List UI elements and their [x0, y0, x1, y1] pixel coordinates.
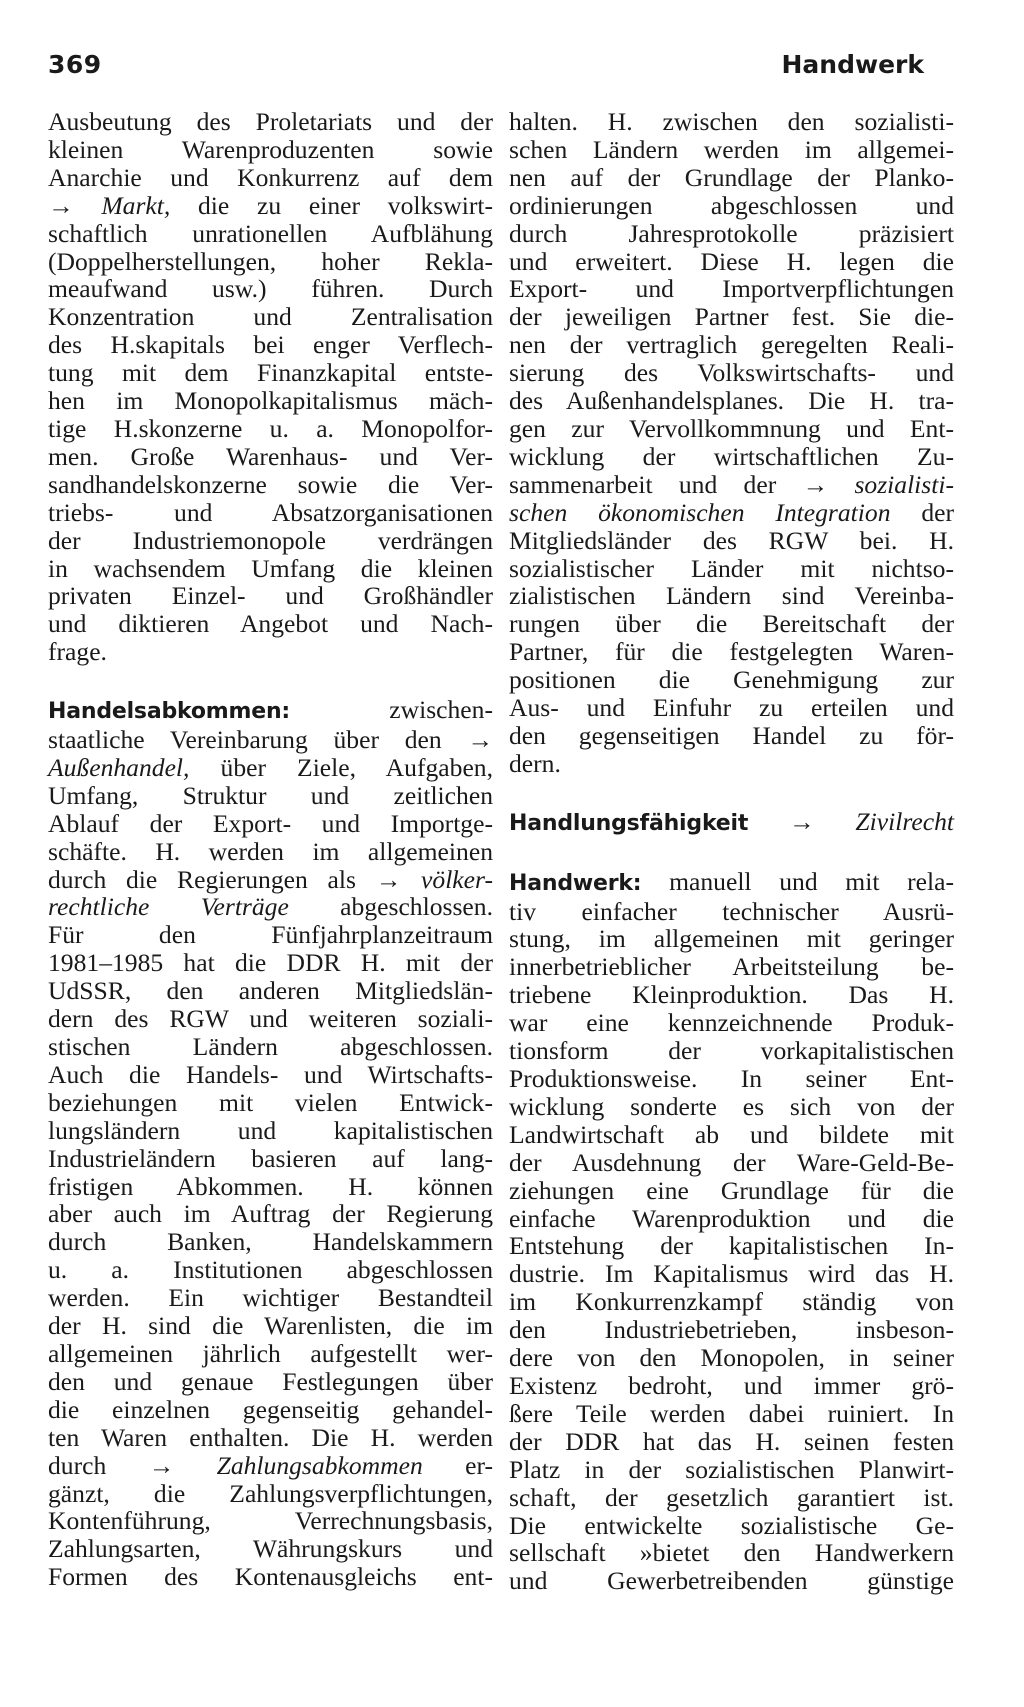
text-fragment: abgeschlossen.: [288, 892, 493, 922]
cross-ref-voelkerrecht[interactable]: völker-: [401, 864, 493, 894]
text-fragment: er-: [422, 1450, 494, 1480]
entry-handwerk: [509, 868, 954, 1596]
text-line: im Konkurrenzkampf ständig von: [509, 1287, 954, 1317]
text-line: Formen des Kontenausgleichs ent-: [48, 1562, 493, 1592]
text-line: und erweitert. Diese H. legen die: [509, 246, 954, 276]
text-line: rungen über die Bereitschaft der: [509, 609, 954, 639]
text-line: ten Waren enthalten. Die H. werden: [48, 1422, 493, 1452]
text-line: der DDR hat das H. seinen festen: [509, 1426, 954, 1456]
text-line: dern des RGW und weiteren soziali-: [48, 1004, 493, 1034]
text-line: des H.skapitals bei enger Verflech-: [48, 330, 493, 360]
text-line: Export- und Importverpflichtungen: [509, 274, 954, 304]
text-line: Aus- und Einfuhr zu erteilen und: [509, 693, 954, 723]
text-line: kleinen Warenproduzenten sowie: [48, 134, 493, 164]
text-line: einfache Warenproduktion und die: [509, 1203, 954, 1233]
text-line: tiv einfacher technischer Ausrü-: [509, 896, 954, 926]
entry-headword: Handwerk:: [509, 870, 642, 896]
text-line: der H. sind die Warenlisten, die im: [48, 1311, 493, 1341]
text-fragment: manuell und mit rela-: [641, 866, 954, 896]
text-line: Zahlungsarten, Währungskurs und: [48, 1534, 493, 1564]
text-line: ordinierungen abgeschlossen und: [509, 190, 954, 220]
cross-ref-sozialistische-integration[interactable]: sozialisti-: [828, 469, 954, 499]
text-line: fristigen Abkommen. H. können: [48, 1171, 493, 1201]
text-line: positionen die Genehmigung zur: [509, 665, 954, 695]
text-line: zialistischen Ländern sind Vereinba-: [509, 581, 954, 611]
text-line: die einzelnen gegenseitig gehandel-: [48, 1394, 493, 1424]
text-line: Auch die Handels- und Wirtschafts-: [48, 1059, 493, 1089]
text-line: der jeweiligen Partner fest. Sie die-: [509, 302, 954, 332]
text-line: durch Banken, Handelskammern: [48, 1227, 493, 1257]
text-line: halten. H. zwischen den sozialisti-: [509, 107, 954, 136]
text-line: Produktionsweise. In seiner Ent-: [509, 1064, 954, 1093]
cross-ref-aussenhandel[interactable]: Außenhandel,: [48, 752, 190, 782]
text-line: beziehungen mit vielen Entwick-: [48, 1087, 493, 1117]
page-number: 369: [48, 50, 102, 79]
text-line: sellschaft »bietet den Handwerkern: [509, 1538, 954, 1568]
text-line: UdSSR, den anderen Mitgliedslän-: [48, 976, 493, 1006]
text-line: ßere Teile werden dabei ruiniert. In: [509, 1398, 954, 1428]
text-line: [48, 192, 493, 220]
text-fragment: der: [890, 497, 954, 527]
text-line: triebene Kleinproduktion. Das H.: [509, 980, 954, 1010]
text-line: Landwirtschaft ab und bildete mit: [509, 1119, 954, 1149]
text-line: durch Jahresprotokolle präzisiert: [509, 218, 954, 248]
text-line: lungsländern und kapitalistischen: [48, 1115, 493, 1145]
text-line: [48, 696, 493, 726]
text-line: Entstehung der kapitalistischen In-: [509, 1231, 954, 1261]
text-line: schen Ländern werden im allgemei-: [509, 134, 954, 164]
text-line: der Industriemonopole verdrängen: [48, 525, 493, 555]
text-line: frage.: [48, 637, 107, 667]
right-column: [509, 108, 954, 1595]
text-line: Platz in der sozialistischen Planwirt-: [509, 1454, 954, 1484]
cross-ref-arrow: →: [375, 864, 402, 894]
text-line: den Industriebetrieben, insbeson-: [509, 1315, 954, 1345]
text-line: u. a. Institutionen abgeschlossen: [48, 1255, 493, 1285]
text-line: Konzentration und Zentralisation: [48, 302, 493, 332]
text-line: den und genaue Festlegungen über: [48, 1366, 493, 1396]
text-line: ziehungen eine Grundlage für die: [509, 1175, 954, 1205]
text-line: wicklung sonderte es sich von der: [509, 1091, 954, 1121]
text-line: Anarchie und Konkurrenz auf dem: [48, 162, 493, 192]
text-fragment: über Ziele, Aufgaben,: [189, 752, 493, 782]
entry-handelsabkommen: [48, 696, 493, 1591]
text-line: [509, 868, 954, 898]
text-line: nen auf der Grundlage der Planko-: [509, 162, 954, 192]
text-fragment: durch die Regierungen als: [48, 864, 376, 894]
text-line: (Doppelherstellungen, hoher Rekla-: [48, 246, 493, 276]
text-line: Industrieländern basieren auf lang-: [48, 1143, 493, 1173]
entry-handlungsfaehigkeit: [509, 808, 954, 838]
text-line: Kontenführung, Verrechnungsbasis,: [48, 1506, 493, 1536]
entry-handelsabkommen-continuation: [509, 108, 954, 778]
text-line: und Gewerbetreibenden günstige: [509, 1566, 954, 1596]
text-line: dere von den Monopolen, in seiner: [509, 1343, 954, 1373]
text-line: dern.: [509, 748, 561, 778]
text-line: [48, 893, 493, 921]
entry-headword: Handelsabkommen:: [48, 699, 291, 725]
text-line: [509, 471, 954, 499]
text-line: der Ausdehnung der Ware-Geld-Be-: [509, 1147, 954, 1177]
text-line: tionsform der vorkapitalistischen: [509, 1036, 954, 1066]
text-line: tige H.skonzerne u. a. Monopolfor-: [48, 413, 493, 443]
text-line: Umfang, Struktur und zeitlichen: [48, 780, 493, 810]
cross-ref-arrow: →: [467, 725, 493, 755]
text-line: allgemeinen jährlich aufgestellt wer-: [48, 1338, 493, 1368]
text-line: aber auch im Auftrag der Regierung: [48, 1199, 493, 1229]
text-line: [48, 866, 493, 894]
text-fragment: durch: [48, 1450, 149, 1480]
text-line: schäfte. H. werden im allgemeinen: [48, 836, 493, 866]
text-line: [48, 1452, 493, 1480]
entry-handel-continuation: [48, 108, 493, 666]
text-line: war eine kennzeichnende Produk-: [509, 1008, 954, 1038]
text-fragment: die zu einer volkswirt-: [170, 190, 493, 220]
text-line: 1981–1985 hat die DDR H. mit der: [48, 948, 493, 978]
cross-ref-arrow: →: [148, 1450, 175, 1480]
text-line: werden. Ein wichtiger Bestandteil: [48, 1283, 493, 1313]
cross-ref-markt[interactable]: Markt,: [101, 190, 171, 220]
cross-ref-arrow: →: [48, 190, 74, 220]
cross-ref-zahlungsabkommen[interactable]: Zahlungsabkommen: [174, 1450, 423, 1480]
text-line: Existenz bedroht, und immer grö-: [509, 1370, 954, 1400]
cross-ref-arrow: →: [802, 469, 829, 499]
text-line: in wachsendem Umfang die kleinen: [48, 553, 493, 583]
text-line: [509, 808, 954, 838]
text-line: Ausbeutung des Proletariats und der: [48, 107, 493, 136]
text-line: [48, 754, 493, 782]
text-line: innerbetrieblicher Arbeitsteilung be-: [509, 952, 954, 982]
text-line: meaufwand usw.) führen. Durch: [48, 274, 493, 304]
text-line: tung mit dem Finanzkapital entste-: [48, 358, 493, 388]
cross-ref-voelkerrecht-cont[interactable]: rechtliche Verträge: [48, 892, 289, 922]
text-line: Ablauf der Export- und Importge-: [48, 808, 493, 838]
text-line: hen im Monopolkapitalismus mäch-: [48, 386, 493, 416]
text-line: schaft, der gesetzlich garantiert ist.: [509, 1482, 954, 1512]
cross-ref-sozialistische-integration-cont[interactable]: schen ökonomischen Integration: [509, 497, 891, 527]
text-line: gen zur Vervollkommnung und Ent-: [509, 413, 954, 443]
text-line: des Außenhandelsplanes. Die H. tra-: [509, 386, 954, 416]
text-line: gänzt, die Zahlungsverpflichtungen,: [48, 1478, 493, 1508]
text-line: dustrie. Im Kapitalismus wird das H.: [509, 1259, 954, 1289]
text-line: schaftlich unrationellen Aufblähung: [48, 218, 493, 248]
text-line: Für den Fünfjahrplanzeitraum: [48, 920, 493, 950]
text-line: [48, 726, 493, 754]
text-line: sierung des Volkswirtschafts- und: [509, 358, 954, 388]
text-line: stischen Ländern abgeschlossen.: [48, 1032, 493, 1061]
text-line: triebs- und Absatzorganisationen: [48, 497, 493, 527]
text-line: men. Große Warenhaus- und Ver-: [48, 441, 493, 471]
cross-ref-arrow: →: [789, 806, 815, 836]
text-line: und diktieren Angebot und Nach-: [48, 609, 493, 639]
text-line: Partner, für die festgelegten Waren-: [509, 637, 954, 667]
cross-ref-zivilrecht[interactable]: Zivilrecht: [855, 806, 954, 836]
text-line: privaten Einzel- und Großhändler: [48, 581, 493, 611]
text-line: Die entwickelte sozialistische Ge-: [509, 1510, 954, 1540]
text-line: wicklung der wirtschaftlichen Zu-: [509, 441, 954, 471]
text-fragment: staatliche Vereinbarung über den: [48, 725, 468, 755]
text-line: den gegenseitigen Handel zu för-: [509, 720, 954, 750]
text-line: sandhandelskonzerne sowie die Ver-: [48, 469, 493, 499]
text-fragment: zwischen-: [290, 695, 493, 725]
text-fragment: sammenarbeit und der: [509, 469, 803, 499]
text-line: [509, 499, 954, 527]
running-head: Handwerk: [781, 50, 924, 79]
text-line: nen der vertraglich geregelten Reali-: [509, 330, 954, 360]
entry-headword: Handlungsfähigkeit: [509, 810, 749, 836]
text-line: sozialistischer Länder mit nichtso-: [509, 553, 954, 583]
text-line: stung, im allgemeinen mit geringer: [509, 924, 954, 954]
text-line: Mitgliedsländer des RGW bei. H.: [509, 525, 954, 555]
left-column: [48, 108, 493, 1591]
